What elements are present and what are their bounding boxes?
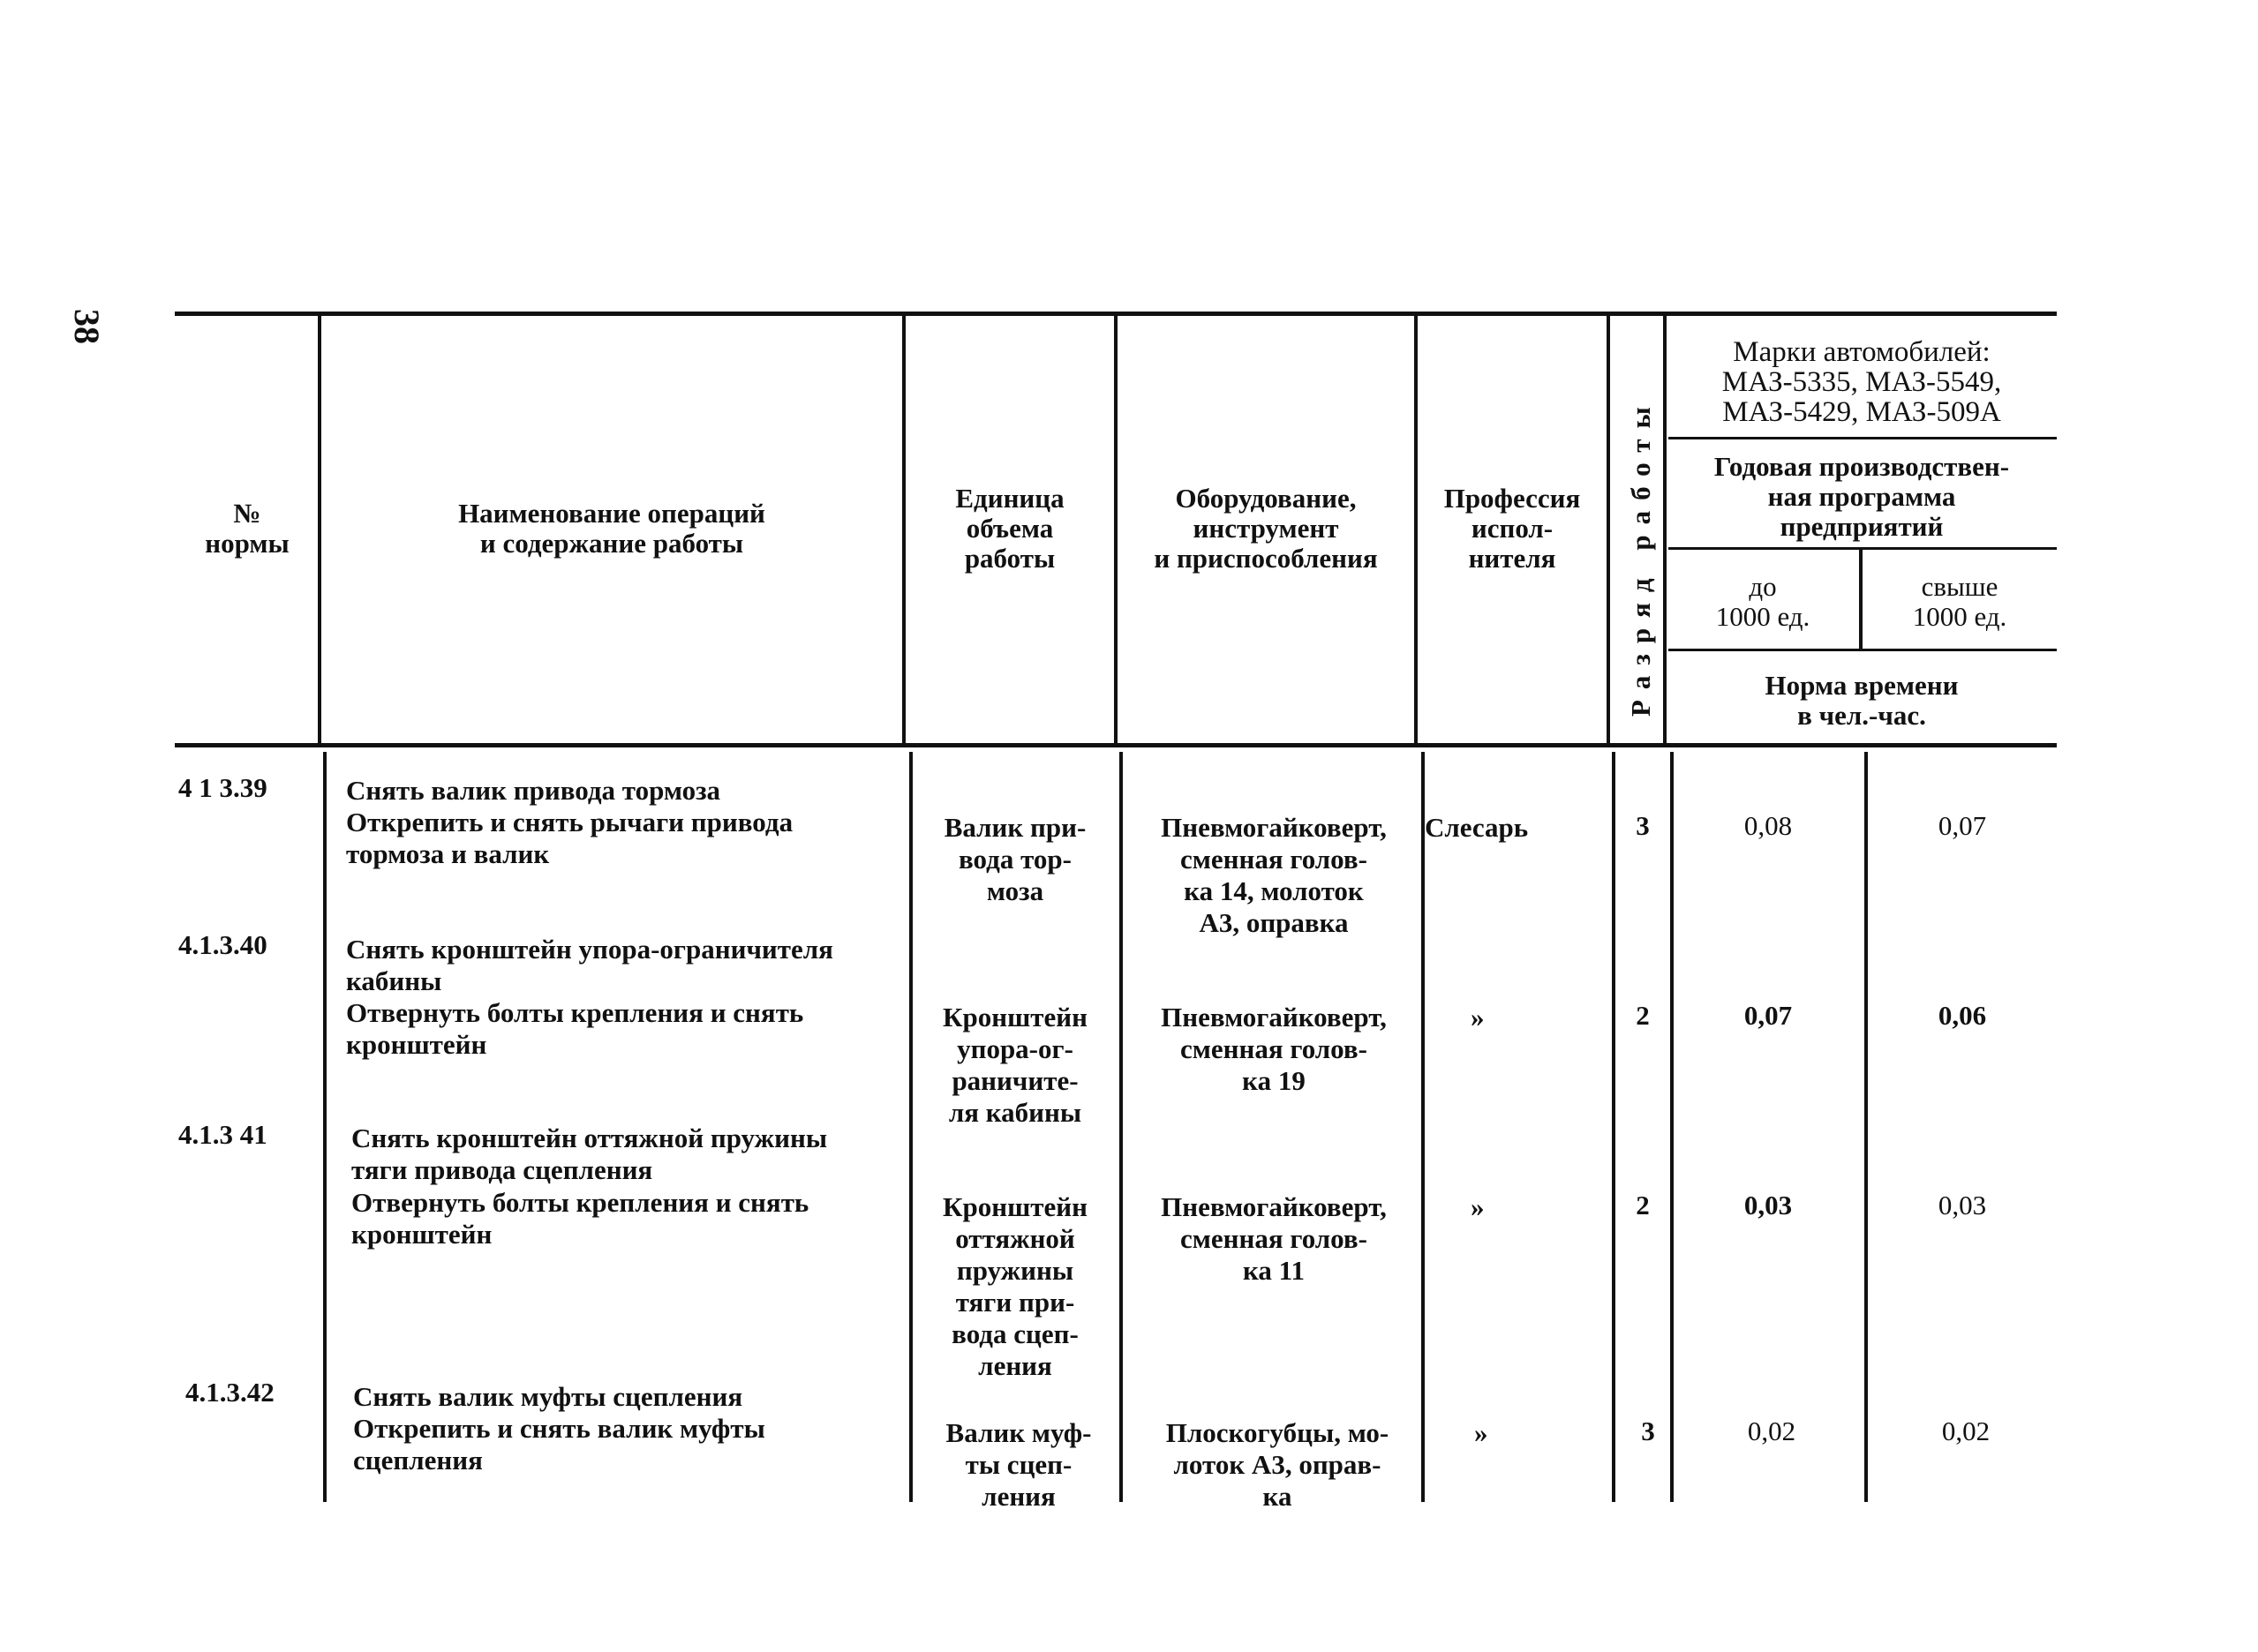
body-divider [1421, 752, 1425, 1502]
body-divider [1612, 752, 1615, 1502]
header-operation-name: Наименование операций и содержание работы [458, 498, 765, 559]
row-profession: » [1471, 1191, 1485, 1222]
row-unit: Валик при- вода тор- моза [944, 812, 1087, 906]
row-upto: 0,08 [1743, 810, 1793, 841]
header-unit: Единица объема работы [955, 483, 1065, 574]
row-description: Отвернуть болты крепления и снять кронштейн [351, 1187, 809, 1250]
header-grade: Разряд работы [1625, 396, 1656, 717]
body-divider [1864, 752, 1868, 1502]
row-grade: 3 [1636, 810, 1650, 841]
row-number: 4 1 3.39 [178, 772, 267, 803]
header-program: Годовая производствен- ная программа предприятий [1713, 451, 2010, 542]
sub-rule [1668, 649, 2057, 651]
header-time-norm: Норма времени в чел.-час. [1765, 670, 1959, 731]
row-title: Снять кронштейн оттяжной пружины тяги привода сцепления [351, 1123, 828, 1185]
row-over: 0,02 [1941, 1415, 1991, 1446]
row-equipment: Плоскогубцы, мо- лоток А3, оправ- ка [1165, 1417, 1389, 1512]
row-upto: 0,03 [1743, 1190, 1793, 1220]
row-profession: » [1474, 1417, 1488, 1448]
header-number: № нормы [205, 498, 290, 559]
row-upto: 0,02 [1747, 1415, 1796, 1446]
header-bottom-rule [175, 743, 2057, 747]
row-profession: » [1471, 1002, 1485, 1032]
body-divider [1670, 752, 1674, 1502]
row-title: Снять валик муфты сцепления [353, 1381, 743, 1412]
row-over: 0,07 [1938, 810, 1987, 841]
header-profession: Профессия испол- нителя [1443, 483, 1581, 574]
brands-rule [1668, 437, 2057, 439]
header-divider [1607, 316, 1610, 743]
row-description: Отвернуть болты крепления и снять кронштейн [346, 997, 804, 1060]
row-title: Снять кронштейн упора-ограничителя кабины [346, 934, 833, 996]
row-grade: 2 [1636, 1000, 1650, 1031]
body-divider [1119, 752, 1123, 1502]
row-equipment: Пневмогайковерт, сменная голов- ка 11 [1161, 1191, 1387, 1286]
header-over: свыше 1000 ед. [1912, 571, 2007, 632]
row-number: 4.1.3 41 [178, 1119, 267, 1150]
row-grade: 2 [1636, 1190, 1650, 1220]
row-over: 0,06 [1938, 1000, 1987, 1031]
page-number: 38 [67, 309, 107, 344]
row-equipment: Пневмогайковерт, сменная голов- ка 14, молоток А3, оправка [1161, 812, 1387, 938]
row-over: 0,03 [1938, 1190, 1987, 1220]
row-upto: 0,07 [1743, 1000, 1793, 1031]
row-title: Снять валик привода тормоза [346, 775, 721, 806]
row-grade: 3 [1641, 1415, 1655, 1446]
row-unit: Кронштейн упора-ог- раничите- ля кабины [943, 1002, 1088, 1128]
row-description: Открепить и снять валик муфты сцепления [353, 1413, 765, 1476]
row-equipment: Пневмогайковерт, сменная голов- ка 19 [1161, 1002, 1387, 1096]
row-profession: Слесарь [1425, 812, 1529, 843]
header-equipment: Оборудование, инструмент и приспособления [1154, 483, 1378, 574]
row-description: Открепить и снять рычаги привода тормоза и валик [346, 807, 794, 869]
program-rule [1668, 547, 2057, 550]
row-number: 4.1.3.42 [185, 1377, 275, 1408]
row-unit: Валик муф- ты сцеп- ления [945, 1417, 1092, 1512]
row-number: 4.1.3.40 [178, 929, 267, 960]
header-car-brands: Марки автомобилей: МАЗ-5335, МАЗ-5549, МАЗ-5429, МАЗ-509А [1721, 336, 2002, 428]
header-upto: до 1000 ед. [1715, 571, 1810, 632]
row-unit: Кронштейн оттяжной пружины тяги при- вода сцеп- ления [943, 1191, 1088, 1381]
